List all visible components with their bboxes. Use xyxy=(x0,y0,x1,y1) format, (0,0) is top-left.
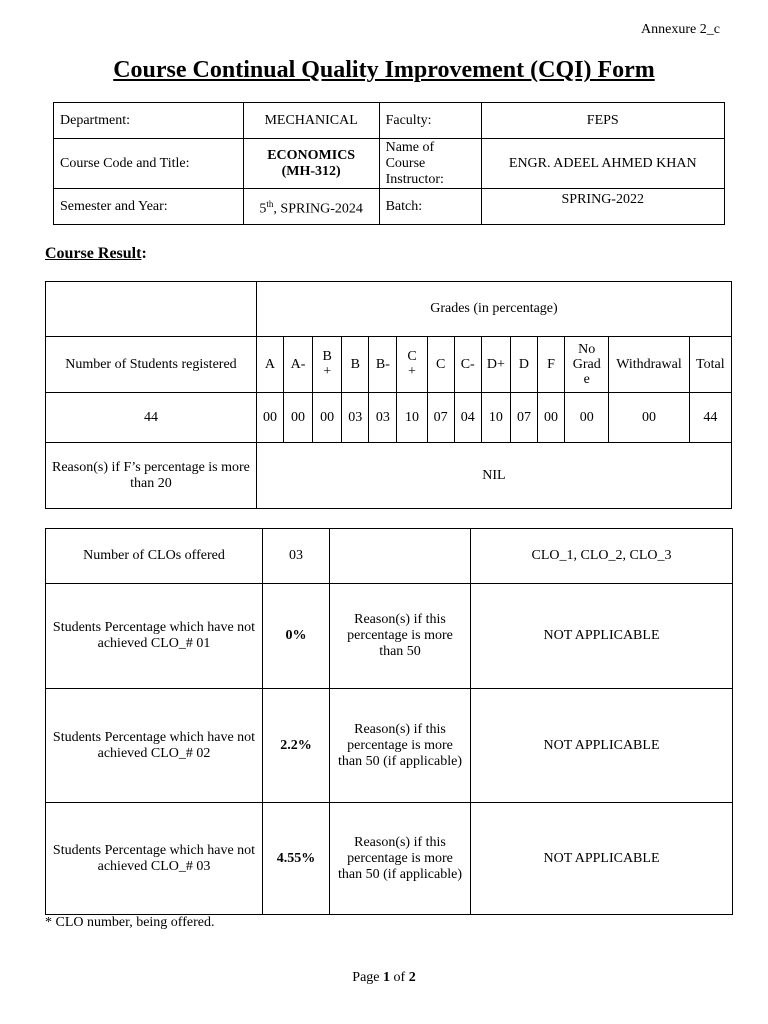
clo-2-label: Students Percentage which have not achieved CLO_# 02 xyxy=(46,689,263,803)
instructor-label-line: Course xyxy=(385,155,426,171)
faculty-label: Faculty: xyxy=(379,103,481,139)
department-label: Department: xyxy=(54,103,244,139)
semester-label: Semester and Year: xyxy=(54,189,244,225)
grade-label-total: Total xyxy=(689,337,731,393)
grade-value-d: 07 xyxy=(510,393,537,443)
semester-number: 5 xyxy=(259,201,267,217)
grade-label-b-plus-bottom: + xyxy=(323,364,332,379)
grade-label-b-plus-top: B xyxy=(322,349,332,364)
grade-value-b-minus: 03 xyxy=(369,393,397,443)
grade-label-c-minus: C- xyxy=(454,337,481,393)
clo-3-reason-value: NOT APPLICABLE xyxy=(471,803,733,915)
grade-label-c-plus-bottom: + xyxy=(408,364,416,379)
instructor-label-line: Name of xyxy=(385,139,435,155)
grade-value-d-plus: 10 xyxy=(481,393,510,443)
grade-value-no-grade: 00 xyxy=(565,393,609,443)
page-of: of xyxy=(393,970,406,985)
grade-label-no-grade-line: e xyxy=(583,371,590,387)
grade-label-b-minus: B- xyxy=(369,337,397,393)
grade-value-withdrawal: 00 xyxy=(609,393,689,443)
annexure-label: Annexure 2_c xyxy=(641,22,720,37)
department-value: MECHANICAL xyxy=(243,103,379,139)
clo-offered-blank xyxy=(330,529,471,584)
clo-table xyxy=(45,528,733,915)
clo-offered-list: CLO_1, CLO_2, CLO_3 xyxy=(471,529,733,584)
instructor-label-line: Instructor: xyxy=(385,171,444,187)
grade-value-c-plus: 10 xyxy=(397,393,427,443)
page-current: 1 xyxy=(383,970,391,985)
grade-label-a-minus: A- xyxy=(284,337,313,393)
grade-label-d: D xyxy=(510,337,537,393)
clo-1-reason-label: Reason(s) if this percentage is more than 50 xyxy=(330,584,471,689)
grade-label-a: A xyxy=(256,337,283,393)
grade-label-f: F xyxy=(538,337,565,393)
f-reason-value: NIL xyxy=(256,443,731,509)
course-code-value xyxy=(243,139,379,189)
grades-table xyxy=(45,281,732,509)
registered-value: 44 xyxy=(46,393,257,443)
clo-offered-value: 03 xyxy=(263,529,330,584)
grade-value-c-minus: 04 xyxy=(454,393,481,443)
course-name: ECONOMICS xyxy=(267,147,356,163)
clo-2-percent: 2.2% xyxy=(263,689,330,803)
grade-label-withdrawal: Withdrawal xyxy=(609,337,689,393)
faculty-value: FEPS xyxy=(481,103,725,139)
grades-corner-cell xyxy=(46,282,257,337)
grade-label-c-plus xyxy=(397,337,427,393)
grade-value-c: 07 xyxy=(427,393,454,443)
grade-label-b: B xyxy=(342,337,369,393)
batch-label: Batch: xyxy=(379,189,481,225)
clo-2-reason-label: Reason(s) if this percentage is more than 50 (if applicable) xyxy=(330,689,471,803)
page-prefix: Page xyxy=(352,970,380,985)
registered-label: Number of Students registered xyxy=(46,337,257,393)
clo-3-label: Students Percentage which have not achieved CLO_# 03 xyxy=(46,803,263,915)
course-result-heading-colon: : xyxy=(141,245,147,262)
grade-label-no-grade-line: Grad xyxy=(572,356,601,372)
grade-value-a-minus: 00 xyxy=(284,393,313,443)
grade-label-b-plus xyxy=(313,337,342,393)
clo-offered-label: Number of CLOs offered xyxy=(46,529,263,584)
page-total: 2 xyxy=(408,970,416,985)
grades-header: Grades (in percentage) xyxy=(256,282,731,337)
grade-label-c-plus-top: C xyxy=(407,349,417,364)
form-title: Course Continual Quality Improvement (CQI) Form xyxy=(113,57,655,83)
course-result-heading xyxy=(45,245,147,263)
clo-footnote: * CLO number, being offered. xyxy=(45,915,215,930)
grade-label-d-plus: D+ xyxy=(481,337,510,393)
clo-3-reason-label: Reason(s) if this percentage is more than 50 (if applicable) xyxy=(330,803,471,915)
grade-label-c: C xyxy=(427,337,454,393)
clo-1-percent: 0% xyxy=(263,584,330,689)
grade-label-no-grade xyxy=(565,337,609,393)
grade-value-a: 00 xyxy=(256,393,283,443)
semester-suffix: th xyxy=(266,198,274,209)
clo-2-reason-value: NOT APPLICABLE xyxy=(471,689,733,803)
instructor-value: ENGR. ADEEL AHMED KHAN xyxy=(481,139,725,189)
page-number xyxy=(0,970,768,986)
batch-value: SPRING-2022 xyxy=(481,189,725,225)
grade-value-f: 00 xyxy=(538,393,565,443)
grade-label-no-grade-line: No xyxy=(578,341,596,357)
instructor-label xyxy=(379,139,481,189)
course-code: (MH-312) xyxy=(281,163,341,179)
course-result-heading-text: Course Result xyxy=(45,245,142,262)
clo-1-reason-value: NOT APPLICABLE xyxy=(471,584,733,689)
grade-value-b: 03 xyxy=(342,393,369,443)
semester-year: , SPRING-2024 xyxy=(273,201,363,217)
grade-value-b-plus: 00 xyxy=(313,393,342,443)
course-code-label: Course Code and Title: xyxy=(54,139,244,189)
f-reason-label: Reason(s) if F’s percentage is more than 20 xyxy=(46,443,257,509)
semester-value xyxy=(243,189,379,225)
clo-3-percent: 4.55% xyxy=(263,803,330,915)
clo-1-label: Students Percentage which have not achieved CLO_# 01 xyxy=(46,584,263,689)
grade-value-total: 44 xyxy=(689,393,731,443)
course-info-table xyxy=(53,102,725,225)
